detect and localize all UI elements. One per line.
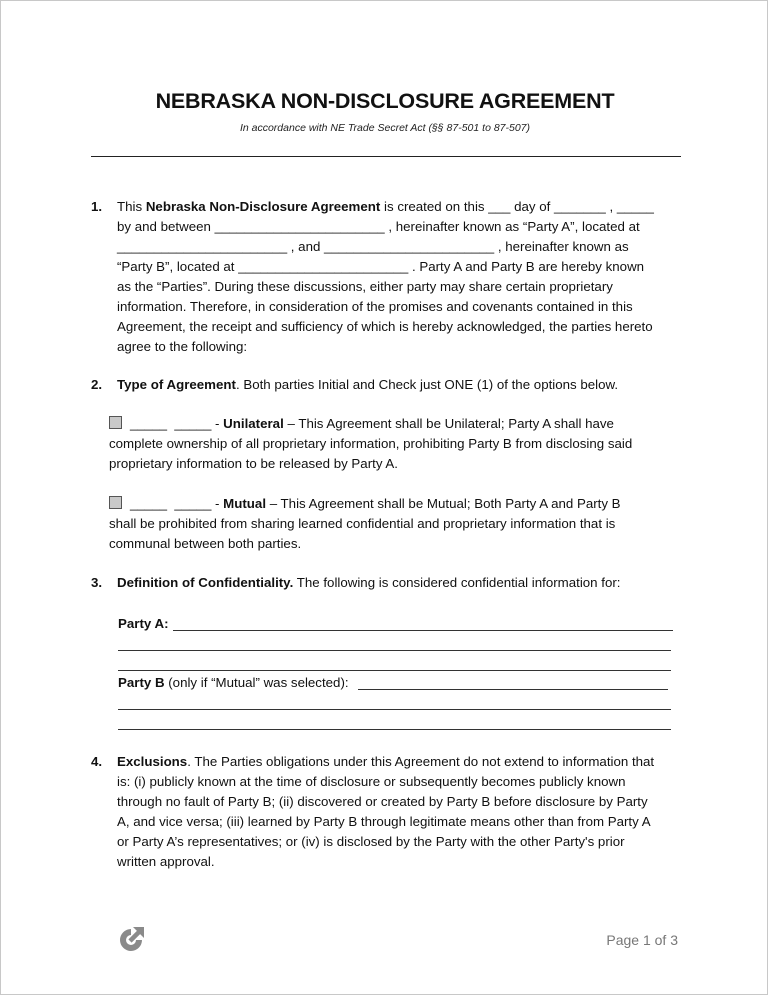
- section-number: 3.: [91, 575, 103, 590]
- party-b-label: [118, 673, 349, 693]
- section-text: through no fault of Party B; (ii) discovered or created by Party B before disclosure by Party: [117, 794, 648, 809]
- option-label: Mutual: [223, 496, 267, 511]
- option-mutual: _____ _____ - Mutual – This Agreement shall be Mutual; Both Party A and Party B shall be prohibited from sharing learned confidential and proprietary information that is communal between both parties.: [109, 494, 689, 554]
- section-text: is: (i) publicly known at the time of disclosure or subsequently becomes publicly known: [117, 774, 626, 789]
- mutual-checkbox[interactable]: [109, 496, 122, 509]
- section-text: written approval.: [117, 854, 215, 869]
- section-text: . The Parties obligations under this Agreement do not extend to information that: [187, 754, 655, 769]
- section-heading: Definition of Confidentiality.: [117, 575, 294, 590]
- option-text: – This Agreement shall be Mutual; Both Party A and Party B: [266, 496, 621, 511]
- note: (only if “Mutual” was selected):: [164, 675, 349, 690]
- section-1-line-6: information. Therefore, in consideration of the promises and covenants contained in this: [117, 299, 633, 314]
- section-1: [91, 197, 681, 357]
- section-2: [91, 375, 681, 395]
- label: Party A:: [118, 616, 169, 631]
- option-text: complete ownership of all proprietary information, prohibiting Party B from disclosing said: [109, 436, 633, 451]
- section-4: [91, 752, 681, 872]
- label: Party B: [118, 675, 165, 690]
- section-number: 2.: [91, 377, 103, 392]
- party-b-field[interactable]: [358, 689, 668, 690]
- section-heading: Exclusions: [117, 754, 188, 769]
- title-divider: [91, 156, 681, 157]
- section-heading: Type of Agreement: [117, 377, 236, 392]
- share-arrow-logo-icon: [114, 923, 148, 957]
- party-a-field-line-2[interactable]: [118, 650, 671, 651]
- party-a-field[interactable]: [173, 630, 673, 631]
- page-number: Page 1 of 3: [606, 932, 678, 948]
- option-text: proprietary information to be released by Party A.: [109, 456, 398, 471]
- section-1-line-4[interactable]: “Party B”, located at _______________________ . Party A and Party B are hereby known: [117, 259, 645, 274]
- section-text: . Both parties Initial and Check just ONE (1) of the options below.: [235, 377, 619, 392]
- document-title: NEBRASKA NON-DISCLOSURE AGREEMENT: [155, 89, 615, 113]
- option-text: shall be prohibited from sharing learned confidential and proprietary information that is: [109, 516, 616, 531]
- mutual-initials[interactable]: _____ _____: [130, 496, 212, 511]
- section-text: or Party A’s representatives; or (iv) is disclosed by the Party with the other Party's prior: [117, 834, 625, 849]
- section-1-line-8: agree to the following:: [117, 339, 248, 354]
- party-a-label: [118, 614, 169, 634]
- section-text: The following is considered confidential information for:: [293, 575, 621, 590]
- document-subtitle: In accordance with NE Trade Secret Act (§§ 87-501 to 87-507): [239, 122, 531, 134]
- option-unilateral: _____ _____ - Unilateral – This Agreement shall be Unilateral; Party A shall have complete ownership of all proprietary information, prohibiting Party B from disclosing said proprietary information to be released by Party A.: [109, 414, 689, 474]
- section-1-line-7: Agreement, the receipt and sufficiency of which is hereby acknowledged, the parties hereto: [117, 319, 653, 334]
- section-1-line-2[interactable]: by and between _______________________ , hereinafter known as “Party A”, located at: [117, 219, 640, 234]
- section-1-line-1: [117, 197, 681, 217]
- section-3: [91, 573, 681, 593]
- section-number: 4.: [91, 754, 103, 769]
- section-1-line-3[interactable]: _______________________ , and _______________________ , hereinafter known as: [117, 239, 629, 254]
- section-1-line-5: as the “Parties”. During these discussions, either party may share certain proprietary: [117, 279, 613, 294]
- option-label: Unilateral: [223, 416, 284, 431]
- unilateral-checkbox[interactable]: [109, 416, 122, 429]
- party-b-field-line-2[interactable]: [118, 709, 671, 710]
- agreement-name: Nebraska Non-Disclosure Agreement: [145, 199, 381, 214]
- party-b-field-line-3[interactable]: [118, 729, 671, 730]
- section-number: 1.: [91, 199, 103, 214]
- date-fields[interactable]: is created on this ___ day of _______ , _____: [380, 199, 654, 214]
- section-text: A, and vice versa; (iii) learned by Party B through legitimate means other than from Party A: [117, 814, 651, 829]
- party-a-field-line-3[interactable]: [118, 670, 671, 671]
- unilateral-initials[interactable]: _____ _____: [130, 416, 212, 431]
- text: This: [117, 199, 146, 214]
- option-text: – This Agreement shall be Unilateral; Party A shall have: [283, 416, 614, 431]
- option-text: communal between both parties.: [109, 536, 302, 551]
